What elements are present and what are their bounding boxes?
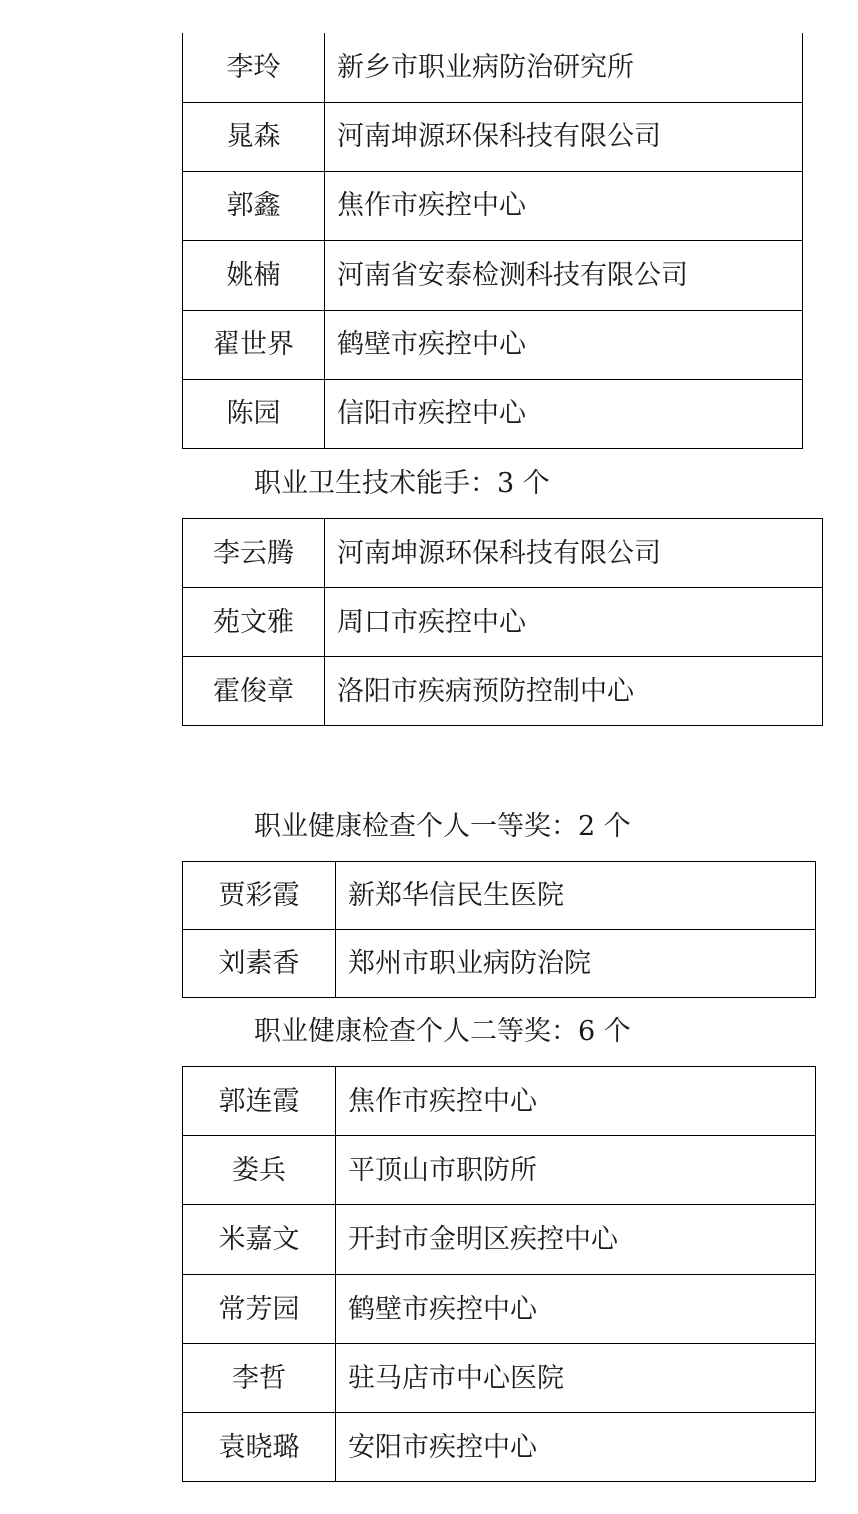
organization: 新郑华信民生医院 <box>336 862 816 930</box>
organization: 信阳市疾控中心 <box>325 379 803 448</box>
organization: 河南省安泰检测科技有限公司 <box>325 240 803 310</box>
person-name: 李玲 <box>183 33 325 102</box>
organization: 驻马店市中心医院 <box>336 1344 816 1413</box>
awardee-table-3 <box>182 861 816 998</box>
table-row <box>183 1413 816 1482</box>
organization: 鹤壁市疾控中心 <box>325 310 803 379</box>
person-name: 袁晓璐 <box>183 1413 336 1482</box>
person-name: 郭鑫 <box>183 171 325 240</box>
person-name: 苑文雅 <box>183 588 325 657</box>
table-row <box>183 310 803 379</box>
person-name: 郭连霞 <box>183 1067 336 1136</box>
person-name: 陈园 <box>183 379 325 448</box>
person-name: 李哲 <box>183 1344 336 1413</box>
organization: 河南坤源环保科技有限公司 <box>325 102 803 171</box>
person-name: 米嘉文 <box>183 1205 336 1275</box>
table-row <box>183 240 803 310</box>
table-row <box>183 519 823 588</box>
organization: 焦作市疾控中心 <box>336 1067 816 1136</box>
person-name: 刘素香 <box>183 930 336 998</box>
table-row <box>183 862 816 930</box>
organization: 周口市疾控中心 <box>325 588 823 657</box>
person-name: 姚楠 <box>183 240 325 310</box>
table-row <box>183 1067 816 1136</box>
table-row <box>183 588 823 657</box>
table-row <box>183 1344 816 1413</box>
person-name: 晁森 <box>183 102 325 171</box>
section-heading: 职业健康检查个人二等奖：6 个 <box>254 1016 631 1047</box>
organization: 郑州市职业病防治院 <box>336 930 816 998</box>
section-heading: 职业卫生技术能手：3 个 <box>254 468 550 499</box>
table-row <box>183 1205 816 1275</box>
person-name: 霍俊章 <box>183 657 325 726</box>
awardee-table-1 <box>182 33 803 449</box>
awardee-table-2 <box>182 518 823 726</box>
table-row <box>183 379 803 448</box>
person-name: 贾彩霞 <box>183 862 336 930</box>
section-heading: 职业健康检查个人一等奖：2 个 <box>254 811 631 842</box>
person-name: 李云腾 <box>183 519 325 588</box>
table-row <box>183 102 803 171</box>
table-row <box>183 33 803 102</box>
person-name: 常芳园 <box>183 1275 336 1344</box>
table-row <box>183 1136 816 1205</box>
table-row <box>183 930 816 998</box>
organization: 焦作市疾控中心 <box>325 171 803 240</box>
organization: 开封市金明区疾控中心 <box>336 1205 816 1275</box>
table-row <box>183 657 823 726</box>
organization: 洛阳市疾病预防控制中心 <box>325 657 823 726</box>
person-name: 娄兵 <box>183 1136 336 1205</box>
organization: 安阳市疾控中心 <box>336 1413 816 1482</box>
organization: 河南坤源环保科技有限公司 <box>325 519 823 588</box>
organization: 新乡市职业病防治研究所 <box>325 33 803 102</box>
table-row <box>183 1275 816 1344</box>
person-name: 翟世界 <box>183 310 325 379</box>
organization: 鹤壁市疾控中心 <box>336 1275 816 1344</box>
awardee-table-4 <box>182 1066 816 1482</box>
table-row <box>183 171 803 240</box>
organization: 平顶山市职防所 <box>336 1136 816 1205</box>
